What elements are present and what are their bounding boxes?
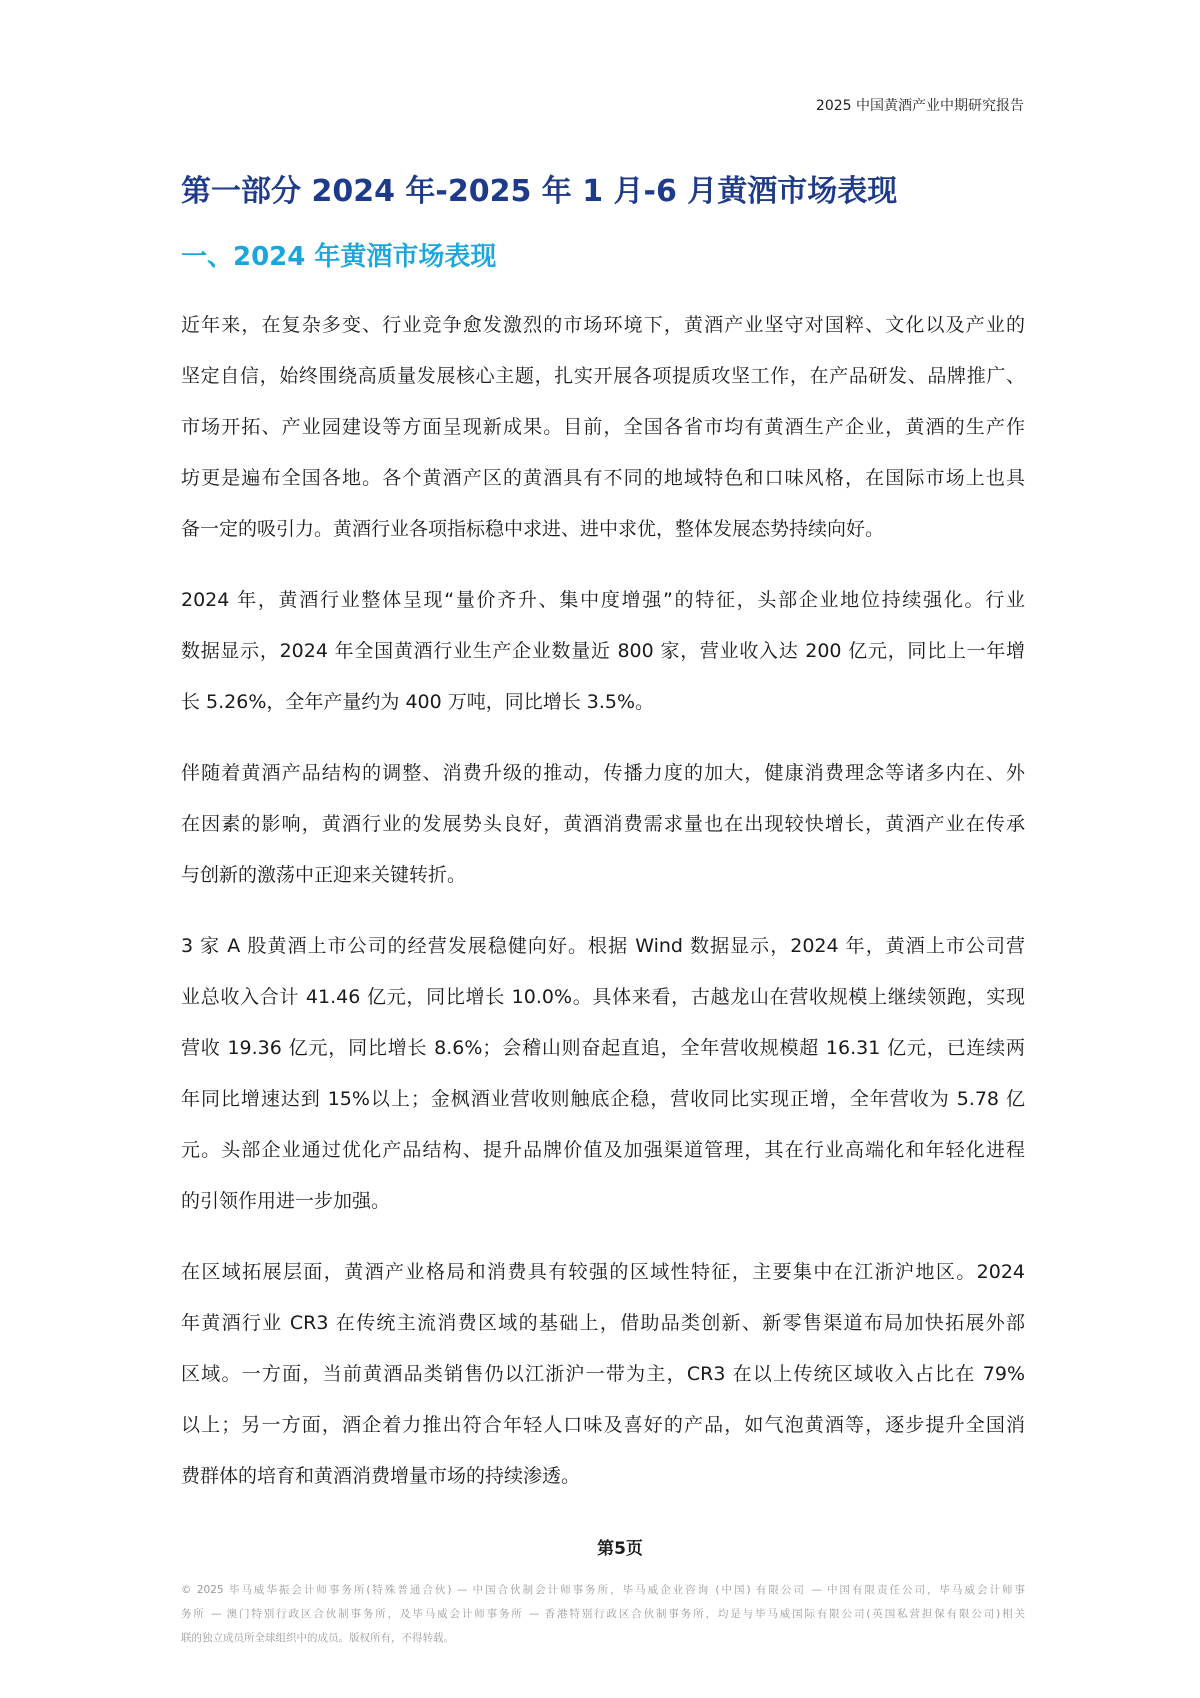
paragraph-line: 区域。一方面，当前黄酒品类销售仍以江浙沪一带为主，CR3 在以上传统区域收入占比在 79% <box>181 1363 1025 1385</box>
report-header: 2025 中国黄酒产业中期研究报告 <box>815 98 1024 114</box>
paragraph-line: 的引领作用进一步加强。 <box>181 1190 391 1212</box>
paragraph <box>181 929 1025 1235</box>
paragraph-line: 近年来，在复杂多变、行业竞争愈发激烈的市场环境下，黄酒产业坚守对国粹、文化以及产业的 <box>181 314 1025 336</box>
paragraph-line: 备一定的吸引力。黄酒行业各项指标稳中求进、进中求优，整体发展态势持续向好。 <box>181 518 885 540</box>
paragraph <box>181 308 1025 563</box>
paragraph <box>181 756 1025 909</box>
paragraph-line: 2024 年，黄酒行业整体呈现“量价齐升、集中度增强”的特征，头部企业地位持续强化。行业 <box>181 589 1025 611</box>
paragraph <box>181 583 1025 736</box>
paragraph-line: 坊更是遍布全国各地。各个黄酒产区的黄酒具有不同的地域特色和口味风格，在国际市场上也具 <box>181 467 1025 489</box>
paragraph-line: 以上；另一方面，酒企着力推出符合年轻人口味及喜好的产品，如气泡黄酒等，逐步提升全国消 <box>181 1414 1025 1436</box>
paragraph-line: 年同比增速达到 15%以上；金枫酒业营收则触底企稳，营收同比实现正增，全年营收为 5.78 亿 <box>181 1088 1025 1110</box>
paragraph-line: 坚定自信，始终围绕高质量发展核心主题，扎实开展各项提质攻坚工作，在产品研发、品牌推广、 <box>181 365 1025 387</box>
footer-line: 联的独立成员所全球组织中的成员。版权所有，不得转载。 <box>181 1632 454 1644</box>
paragraph-line: 3 家 A 股黄酒上市公司的经营发展稳健向好。根据 Wind 数据显示，2024 年，黄酒上市公司营 <box>181 935 1025 957</box>
copyright-footer <box>181 1580 1025 1652</box>
page-number: 第5页 <box>597 1539 643 1559</box>
paragraph-line: 业总收入合计 41.46 亿元，同比增长 10.0%。具体来看，古越龙山在营收规模上继续领跑，实现 <box>181 986 1025 1008</box>
section-title: 第一部分 2024 年-2025 年 1 月-6 月黄酒市场表现 <box>181 174 898 209</box>
paragraph <box>181 1255 1025 1510</box>
paragraph-line: 长 5.26%，全年产量约为 400 万吨，同比增长 3.5%。 <box>181 691 655 713</box>
paragraph-line: 市场开拓、产业园建设等方面呈现新成果。目前，全国各省市均有黄酒生产企业，黄酒的生产作 <box>181 416 1025 438</box>
paragraph-line: 伴随着黄酒产品结构的调整、消费升级的推动，传播力度的加大，健康消费理念等诸多内在、外 <box>181 762 1025 784</box>
paragraph-line: 营收 19.36 亿元，同比增长 8.6%；会稽山则奋起直追，全年营收规模超 16.31 亿元，已连续两 <box>181 1037 1025 1059</box>
paragraph-line: 元。头部企业通过优化产品结构、提升品牌价值及加强渠道管理，其在行业高端化和年轻化进程 <box>181 1139 1025 1161</box>
footer-line: © 2025 毕马威华振会计师事务所(特殊普通合伙) — 中国合伙制会计师事务所，毕马威企业咨询 (中国) 有限公司 — 中国有限责任公司，毕马威会计师事 <box>181 1584 1025 1596</box>
subsection-title: 一、2024 年黄酒市场表现 <box>181 242 497 272</box>
body-text <box>181 308 1025 1530</box>
paragraph-line: 数据显示，2024 年全国黄酒行业生产企业数量近 800 家，营业收入达 200 亿元，同比上一年增 <box>181 640 1025 662</box>
paragraph-line: 在因素的影响，黄酒行业的发展势头良好，黄酒消费需求量也在出现较快增长，黄酒产业在传承 <box>181 813 1025 835</box>
paragraph-line: 费群体的培育和黄酒消费增量市场的持续渗透。 <box>181 1465 581 1487</box>
paragraph-line: 与创新的激荡中正迎来关键转折。 <box>181 864 467 886</box>
paragraph-line: 年黄酒行业 CR3 在传统主流消费区域的基础上，借助品类创新、新零售渠道布局加快拓展外部 <box>181 1312 1025 1334</box>
paragraph-line: 在区域拓展层面，黄酒产业格局和消费具有较强的区域性特征，主要集中在江浙沪地区。2024 <box>181 1261 1025 1283</box>
footer-line: 务所 — 澳门特别行政区合伙制事务所，及毕马威会计师事务所 — 香港特别行政区合伙制事务所，均是与毕马威国际有限公司(英国私营担保有限公司)相关 <box>181 1608 1025 1620</box>
